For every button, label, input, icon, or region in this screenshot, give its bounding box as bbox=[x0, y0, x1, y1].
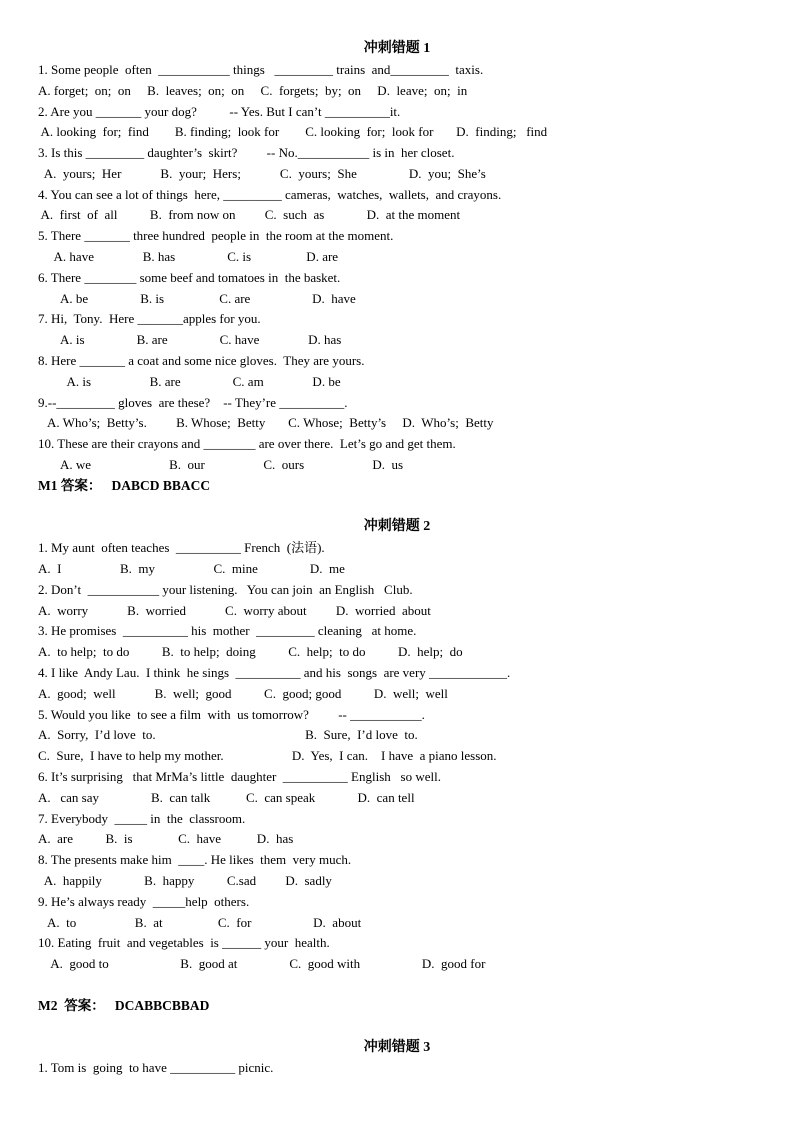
s1-line-5: 3. Is this _________ daughter’s skirt? -- No.___________ is in her closet. bbox=[38, 145, 455, 160]
s1-line-15: 8. Here _______ a coat and some nice gloves. They are yours. bbox=[38, 353, 365, 368]
s2-line-3: 2. Don’t ___________ your listening. You can join an English Club. bbox=[38, 582, 413, 597]
s1-line-6: A. yours; Her B. your; Hers; C. yours; She D. you; She’s bbox=[38, 166, 486, 181]
s2-line-8: A. good; well B. well; good C. good; good D. well; well bbox=[38, 686, 448, 701]
s2-line-12: 6. It’s surprising that MrMa’s little daughter __________ English so well. bbox=[38, 769, 441, 784]
section-3-title: 冲刺错题 3 bbox=[363, 1040, 431, 1055]
s1-line-1: 1. Some people often ___________ things _________ trains and_________ taxis. bbox=[38, 62, 484, 77]
s1-line-11: 6. There ________ some beef and tomatoes in the basket. bbox=[38, 270, 341, 285]
s2-line-10: A. Sorry, I’d love to. B. Sure, I’d love to. bbox=[38, 727, 418, 742]
s2-line-9: 5. Would you like to see a film with us tomorrow? -- ___________. bbox=[38, 707, 425, 722]
s1-line-2: A. forget; on; on B. leaves; on; on C. forgets; by; on D. leave; on; in bbox=[38, 83, 468, 98]
s1-line-13: 7. Hi, Tony. Here _______apples for you. bbox=[38, 311, 261, 326]
s2-line-4: A. worry B. worried C. worry about D. worried about bbox=[38, 603, 431, 618]
s2-line-2: A. I B. my C. mine D. me bbox=[38, 561, 345, 576]
s2-line-5: 3. He promises __________ his mother _________ cleaning at home. bbox=[38, 623, 417, 638]
s2-line-7: 4. I like Andy Lau. I think he sings __________ and his songs are very ____________. bbox=[38, 665, 511, 680]
s1-line-8: A. first of all B. from now on C. such as D. at the moment bbox=[38, 207, 461, 222]
s1-line-19: 10. These are their crayons and ________ are over there. Let’s go and get them. bbox=[38, 436, 456, 451]
s1-line-18: A. Who’s; Betty’s. B. Whose; Betty C. Whose; Betty’s D. Who’s; Betty bbox=[38, 415, 494, 430]
s2-line-18: 9. He’s always ready _____help others. bbox=[38, 894, 250, 909]
s3-line-1: 1. Tom is going to have __________ picnic. bbox=[38, 1060, 274, 1075]
s1-line-20: A. we B. our C. ours D. us bbox=[38, 457, 404, 472]
s2-line-11: C. Sure, I have to help my mother. D. Yes, I can. I have a piano lesson. bbox=[38, 748, 497, 763]
s2-line-1: 1. My aunt often teaches __________ French (法语). bbox=[38, 540, 325, 555]
s1-line-16: A. is B. are C. am D. be bbox=[38, 374, 341, 389]
section-2-title: 冲刺错题 2 bbox=[363, 519, 431, 534]
s2-line-21: A. good to B. good at C. good with D. good for bbox=[38, 956, 486, 971]
s1-line-10: A. have B. has C. is D. are bbox=[38, 249, 339, 264]
s1-line-7: 4. You can see a lot of things here, _________ cameras, watches, wallets, and crayons. bbox=[38, 187, 502, 202]
s2-line-15: A. are B. is C. have D. has bbox=[38, 831, 294, 846]
s2-line-19: A. to B. at C. for D. about bbox=[38, 915, 362, 930]
s1-line-3: 2. Are you _______ your dog? -- Yes. But I can’t __________it. bbox=[38, 104, 401, 119]
s1-line-17: 9.--_________ gloves are these? -- They’re __________. bbox=[38, 395, 348, 410]
section-1-title: 冲刺错题 1 bbox=[363, 41, 431, 56]
s1-line-9: 5. There _______ three hundred people in the room at the moment. bbox=[38, 228, 394, 243]
section-1-answer: M1 答案： DABCD BBACC bbox=[38, 478, 211, 493]
s1-line-4: A. looking for; find B. finding; look for C. looking for; look for D. finding; find bbox=[38, 124, 548, 139]
section-2-answer: M2 答案： DCABBCBBAD bbox=[38, 998, 210, 1013]
s1-line-14: A. is B. are C. have D. has bbox=[38, 332, 342, 347]
s2-line-20: 10. Eating fruit and vegetables is ______ your health. bbox=[38, 935, 330, 950]
s1-line-12: A. be B. is C. are D. have bbox=[38, 291, 356, 306]
s2-line-14: 7. Everybody _____ in the classroom. bbox=[38, 811, 246, 826]
s2-line-17: A. happily B. happy C.sad D. sadly bbox=[38, 873, 332, 888]
s2-line-6: A. to help; to do B. to help; doing C. help; to do D. help; do bbox=[38, 644, 463, 659]
s2-line-13: A. can say B. can talk C. can speak D. can tell bbox=[38, 790, 415, 805]
s2-line-16: 8. The presents make him ____. He likes them very much. bbox=[38, 852, 352, 867]
